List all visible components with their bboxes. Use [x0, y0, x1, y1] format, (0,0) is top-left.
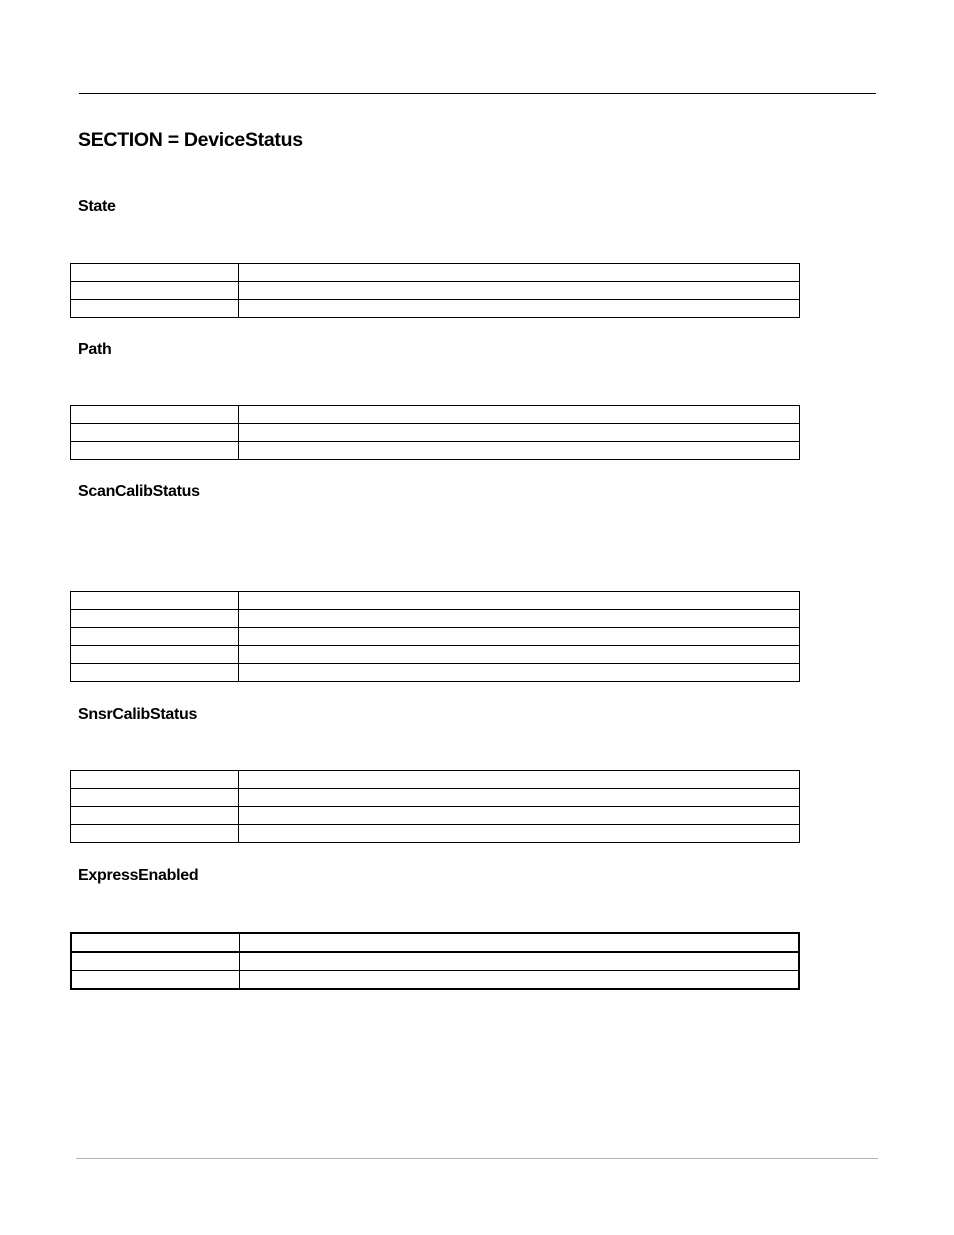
table-cell [239, 789, 800, 807]
table-cell [239, 825, 800, 843]
table-cell [71, 424, 239, 442]
table-cell [239, 424, 800, 442]
table-cell [71, 646, 239, 664]
table-row [71, 971, 799, 990]
table-cell [240, 952, 800, 971]
table-snsrcalibstatus [70, 770, 800, 843]
table-row [71, 264, 800, 282]
section-heading-expressenabled: ExpressEnabled [78, 867, 199, 884]
table-cell [239, 807, 800, 825]
table-row [71, 424, 800, 442]
table-cell [239, 664, 800, 682]
header-rule [79, 93, 876, 94]
table-cell [71, 771, 239, 789]
table-cell [239, 771, 800, 789]
table-row [71, 646, 800, 664]
table-row [71, 610, 800, 628]
table-cell [239, 628, 800, 646]
page-title: SECTION = DeviceStatus [78, 129, 303, 151]
table-cell [71, 264, 239, 282]
table-cell [71, 807, 239, 825]
table-row [71, 442, 800, 460]
table-cell [71, 592, 239, 610]
section-heading-path: Path [78, 341, 112, 358]
table-row [71, 825, 800, 843]
section-heading-snsrcalibstatus: SnsrCalibStatus [78, 706, 198, 723]
table-cell [71, 971, 240, 990]
table-cell [71, 789, 239, 807]
table-row [71, 282, 800, 300]
table-row [71, 592, 800, 610]
table-scancalibstatus [70, 591, 800, 682]
table-row [71, 789, 800, 807]
table-cell [239, 300, 800, 318]
table-cell [71, 933, 240, 952]
table-row [71, 933, 799, 952]
table-cell [71, 610, 239, 628]
table-cell [240, 933, 800, 952]
table-cell [239, 406, 800, 424]
table-cell [71, 442, 239, 460]
table-state [70, 263, 800, 318]
table-cell [239, 442, 800, 460]
table-cell [240, 971, 800, 990]
table-cell [239, 264, 800, 282]
table-row [71, 771, 800, 789]
table-expressenabled [70, 932, 800, 990]
table-cell [71, 825, 239, 843]
table-row [71, 628, 800, 646]
table-cell [239, 646, 800, 664]
table-row [71, 664, 800, 682]
table-cell [71, 952, 240, 971]
table-row [71, 807, 800, 825]
table-row [71, 952, 799, 971]
table-path [70, 405, 800, 460]
table-cell [71, 300, 239, 318]
table-cell [239, 592, 800, 610]
section-heading-state: State [78, 198, 116, 215]
section-heading-scancalibstatus: ScanCalibStatus [78, 483, 200, 500]
table-row [71, 300, 800, 318]
table-row [71, 406, 800, 424]
table-cell [71, 282, 239, 300]
table-cell [239, 610, 800, 628]
table-cell [71, 664, 239, 682]
table-cell [71, 406, 239, 424]
footer-rule [76, 1158, 878, 1159]
table-cell [239, 282, 800, 300]
table-cell [71, 628, 239, 646]
